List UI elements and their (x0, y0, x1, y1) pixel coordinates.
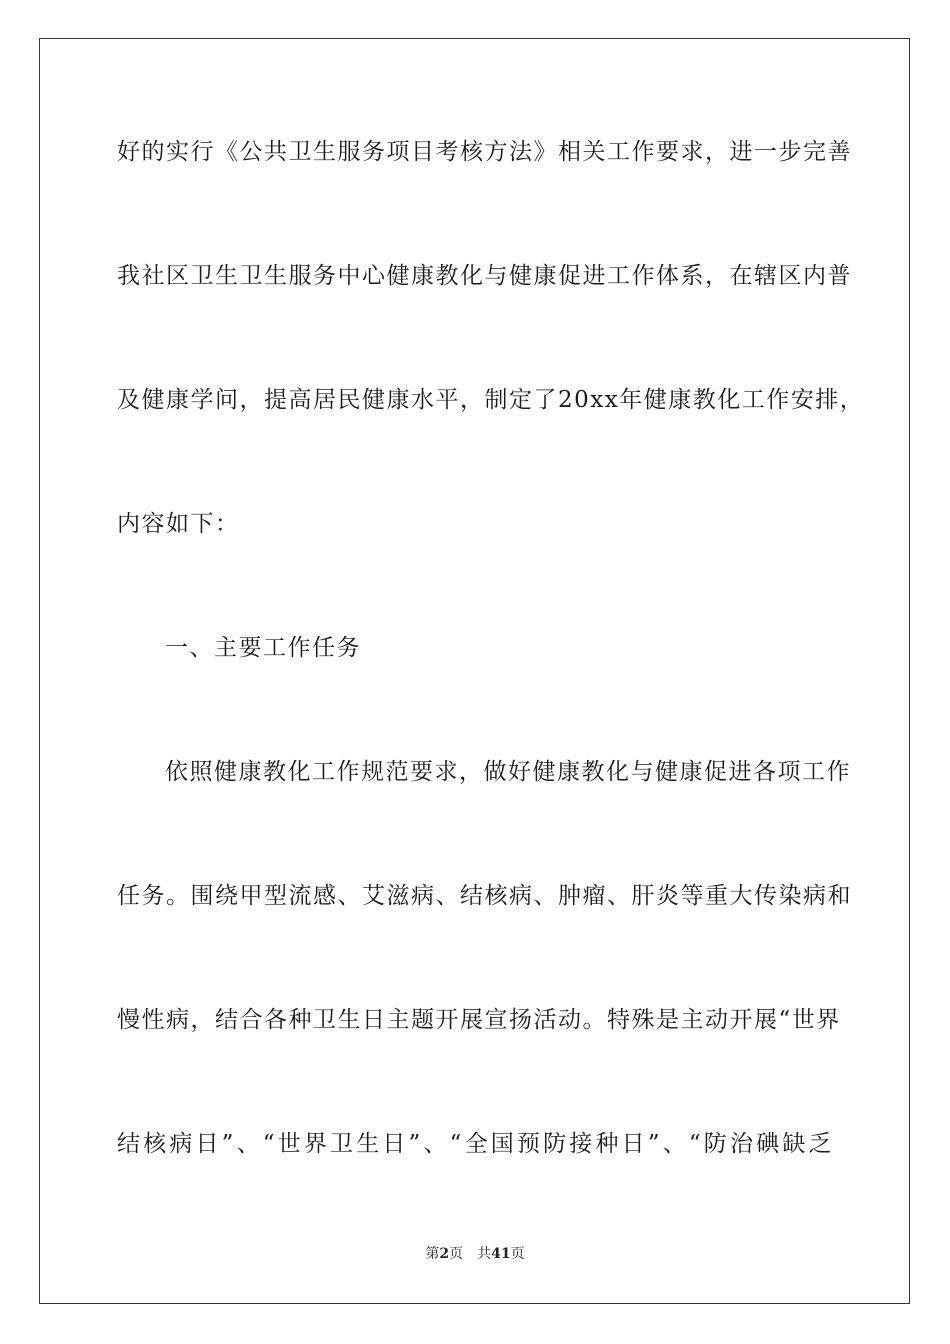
body-line-9: 结核病日”、“世界卫生日”、“全国预防接种日”、“防治碘缺乏 (117, 1131, 833, 1157)
body-line-6: 依照健康教化工作规范要求，做好健康教化与健康促进各项工作 (165, 759, 851, 785)
body-line-4: 内容如下： (117, 511, 240, 537)
page-border (39, 38, 910, 1304)
body-line-3: 及健康学问，提高居民健康水平，制定了20xx年健康教化工作安排， (117, 387, 865, 413)
page-suffix: 页 (449, 1246, 464, 1262)
total-prefix: 共 (477, 1246, 492, 1262)
body-line-7: 任务。围绕甲型流感、艾滋病、结核病、肿瘤、肝炎等重大传染病和 (117, 883, 852, 909)
page-footer (0, 1245, 950, 1263)
body-line-8: 慢性病，结合各种卫生日主题开展宣扬活动。特殊是主动开展“世界 (117, 1007, 841, 1033)
section-heading: 一、主要工作任务 (165, 635, 361, 661)
page-prefix: 第 (425, 1246, 440, 1262)
body-line-2: 我社区卫生卫生服务中心健康教化与健康促进工作体系，在辖区内普 (117, 263, 852, 289)
total-page-count: 41 (491, 1246, 511, 1262)
total-suffix: 页 (510, 1246, 525, 1262)
body-line-1: 好的实行《公共卫生服务项目考核方法》相关工作要求，进一步完善 (117, 139, 852, 165)
current-page-number: 2 (439, 1246, 450, 1262)
